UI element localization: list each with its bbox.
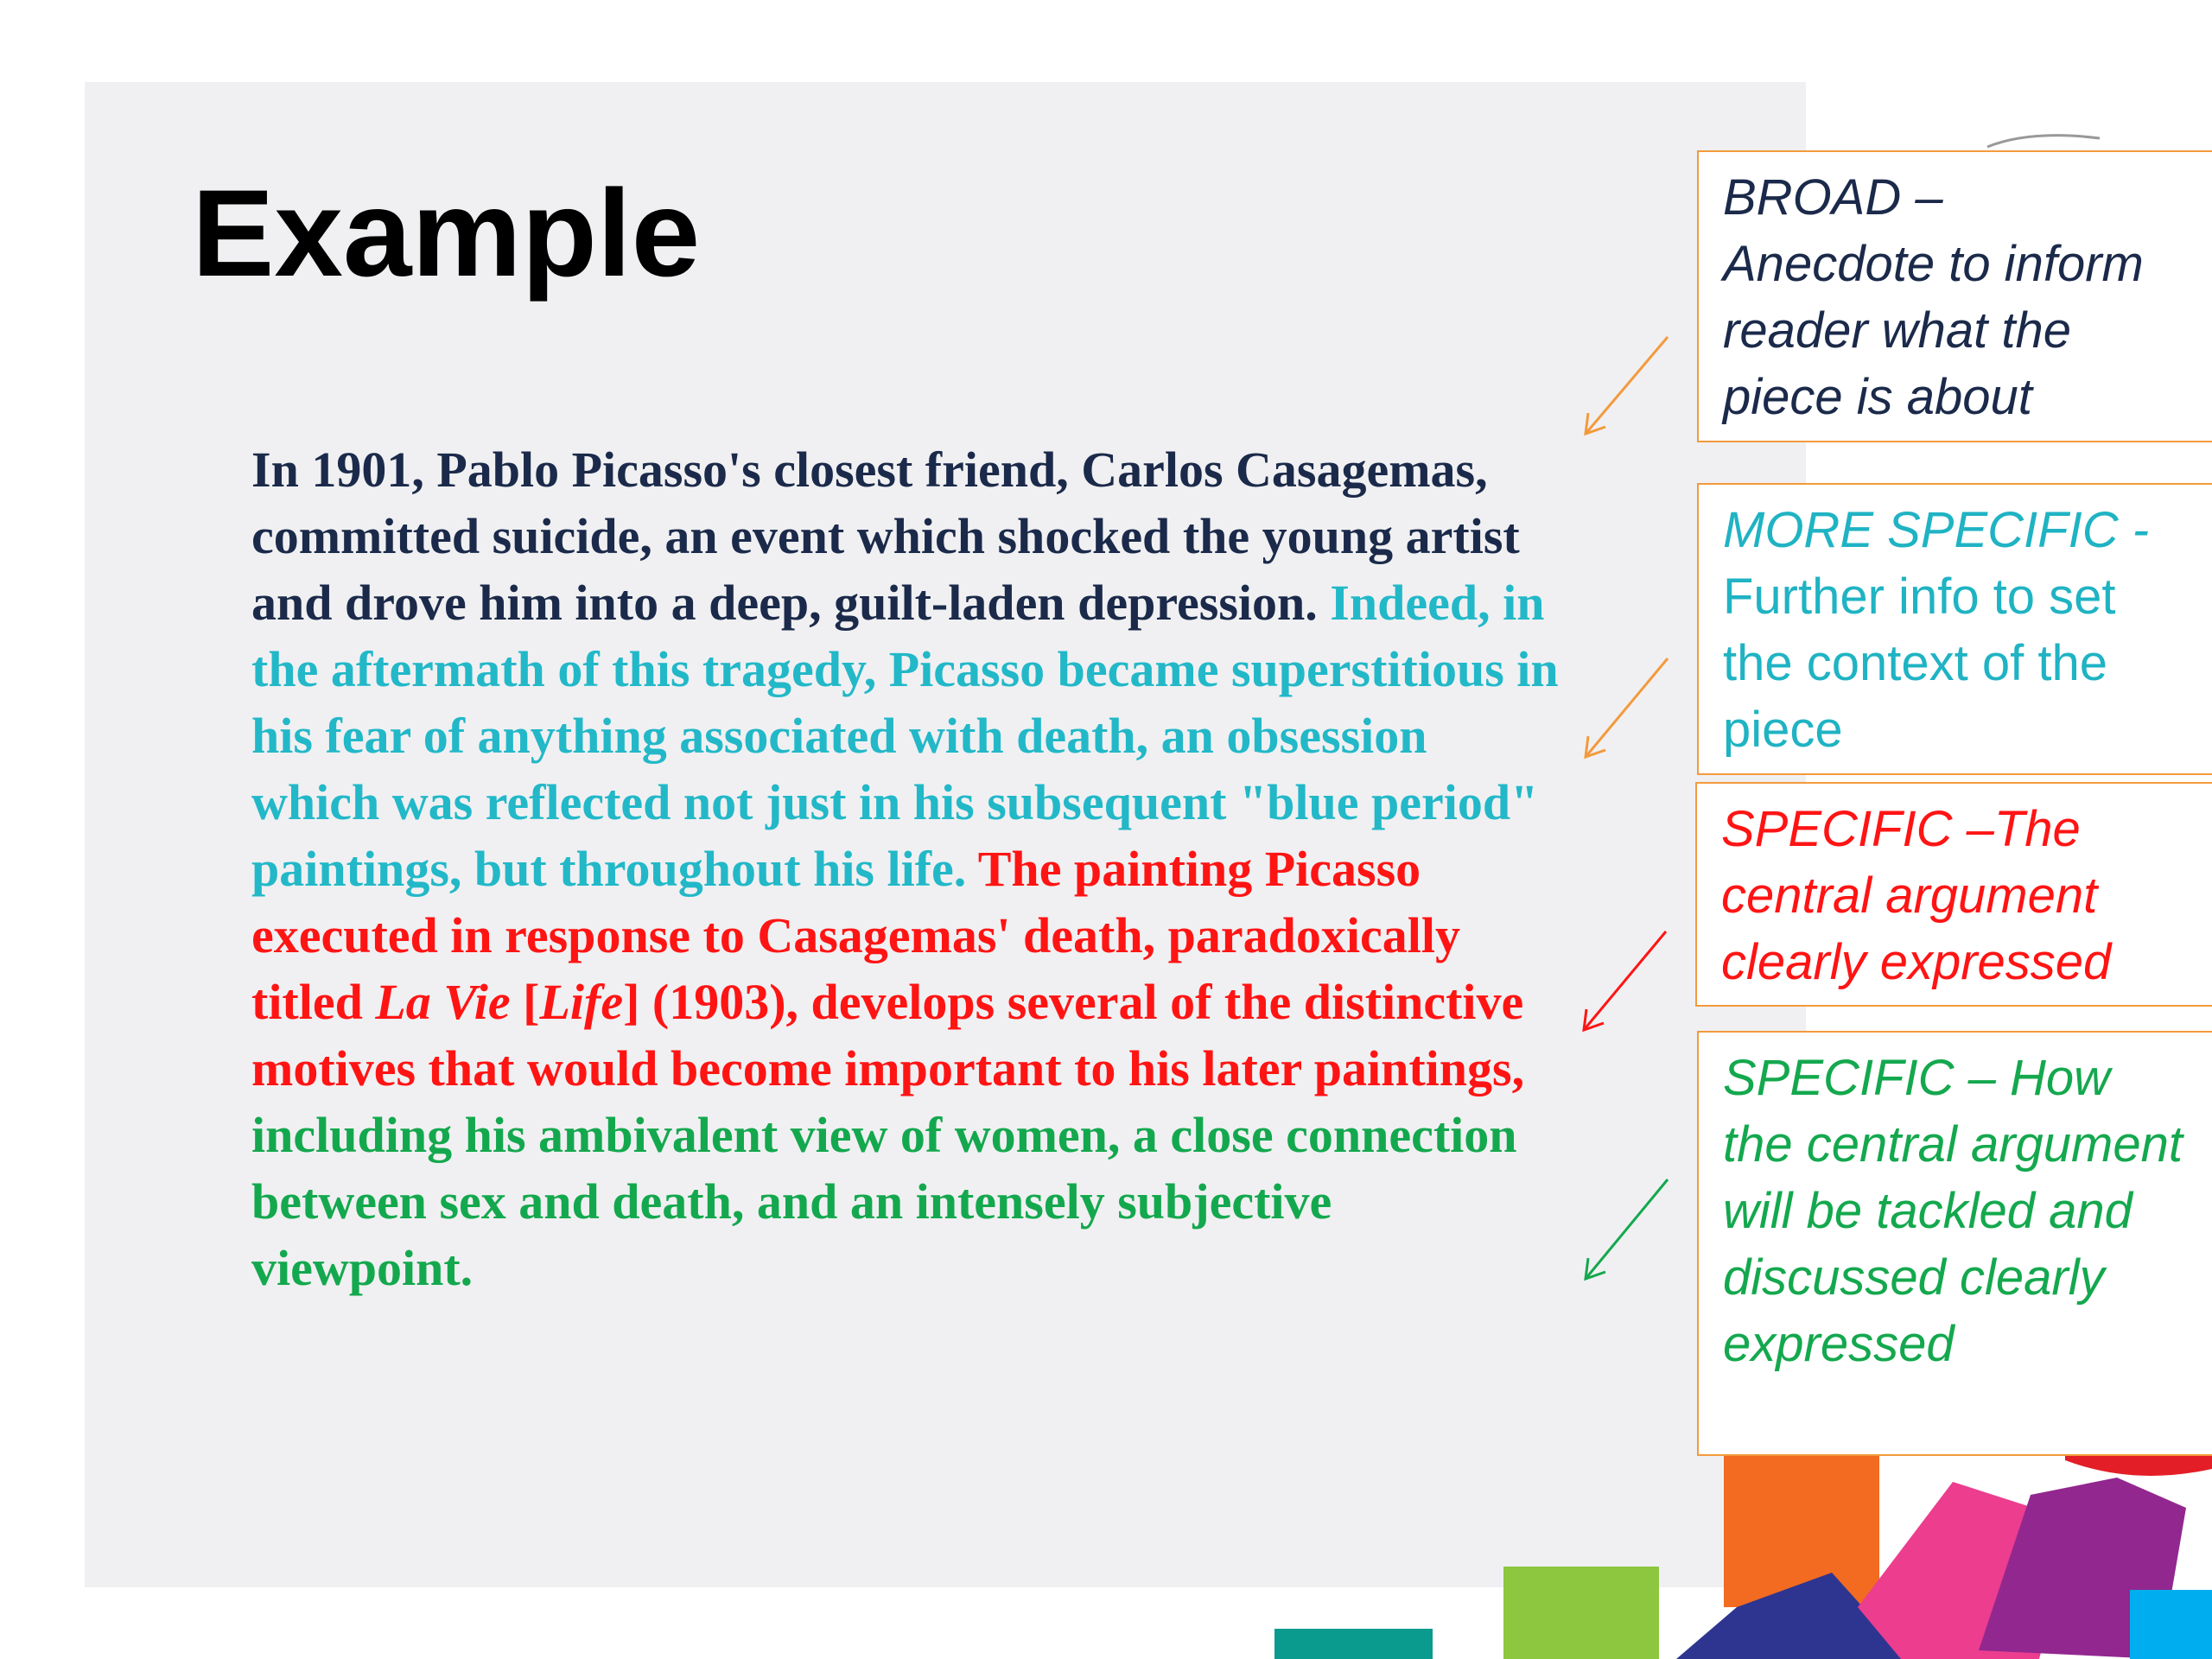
specific-painting-title: La Vie (375, 974, 511, 1030)
arrow-specific (1584, 931, 1666, 1030)
specific-sentence-part-3: ] (1903), develops several of the distinctive motives that would become important to his later paintings, (251, 974, 1525, 1096)
annotation-specific-body: central argument clearly expressed (1721, 868, 2112, 990)
annotation-broad-head: BROAD – (1723, 169, 1943, 226)
arrow-how (1586, 1179, 1668, 1279)
how-sentence: including his ambivalent view of women, a close connection between sex and death, and an intensely subjective viewpoint. (251, 1107, 1517, 1296)
annotation-more-specific-head: MORE SPECIFIC - (1723, 502, 2150, 558)
annotation-how-body: the central argument will be tackled and discussed clearly expressed (1723, 1116, 2183, 1372)
arrow-more-specific (1586, 658, 1668, 757)
annotation-more-specific-body: Further info to set the context of the piece (1723, 569, 2116, 758)
annotation-how-head: SPECIFIC – How (1723, 1050, 2110, 1106)
more-specific-sentence: Indeed, in the aftermath of this tragedy, Picasso became superstitious in his fear of anything associated with death, an obsession which was reflected not just in his subsequent "blue period" paintings, but throughout his life. (251, 575, 1559, 897)
annotation-specific (1695, 782, 2212, 1007)
annotation-how (1697, 1031, 2212, 1456)
annotation-broad (1697, 150, 2212, 442)
specific-sentence-part-1: The painting Picasso executed in response to Casagemas' death, paradoxically titled (251, 841, 1460, 1030)
arrow-broad (1586, 337, 1668, 434)
annotation-broad-body: Anecdote to inform reader what the piece is about (1723, 236, 2144, 425)
annotation-more-specific (1697, 483, 2212, 775)
specific-sentence-part-2: [ (510, 974, 540, 1030)
broad-sentence: In 1901, Pablo Picasso's closest friend, Carlos Casagemas, committed suicide, an event which shocked the young artist and drove him into a deep, guilt-laden depression. (251, 442, 1520, 631)
page-title: Example (192, 165, 701, 302)
specific-painting-title-english: Life (539, 974, 624, 1030)
annotation-specific-head: SPECIFIC –The (1721, 801, 2081, 857)
